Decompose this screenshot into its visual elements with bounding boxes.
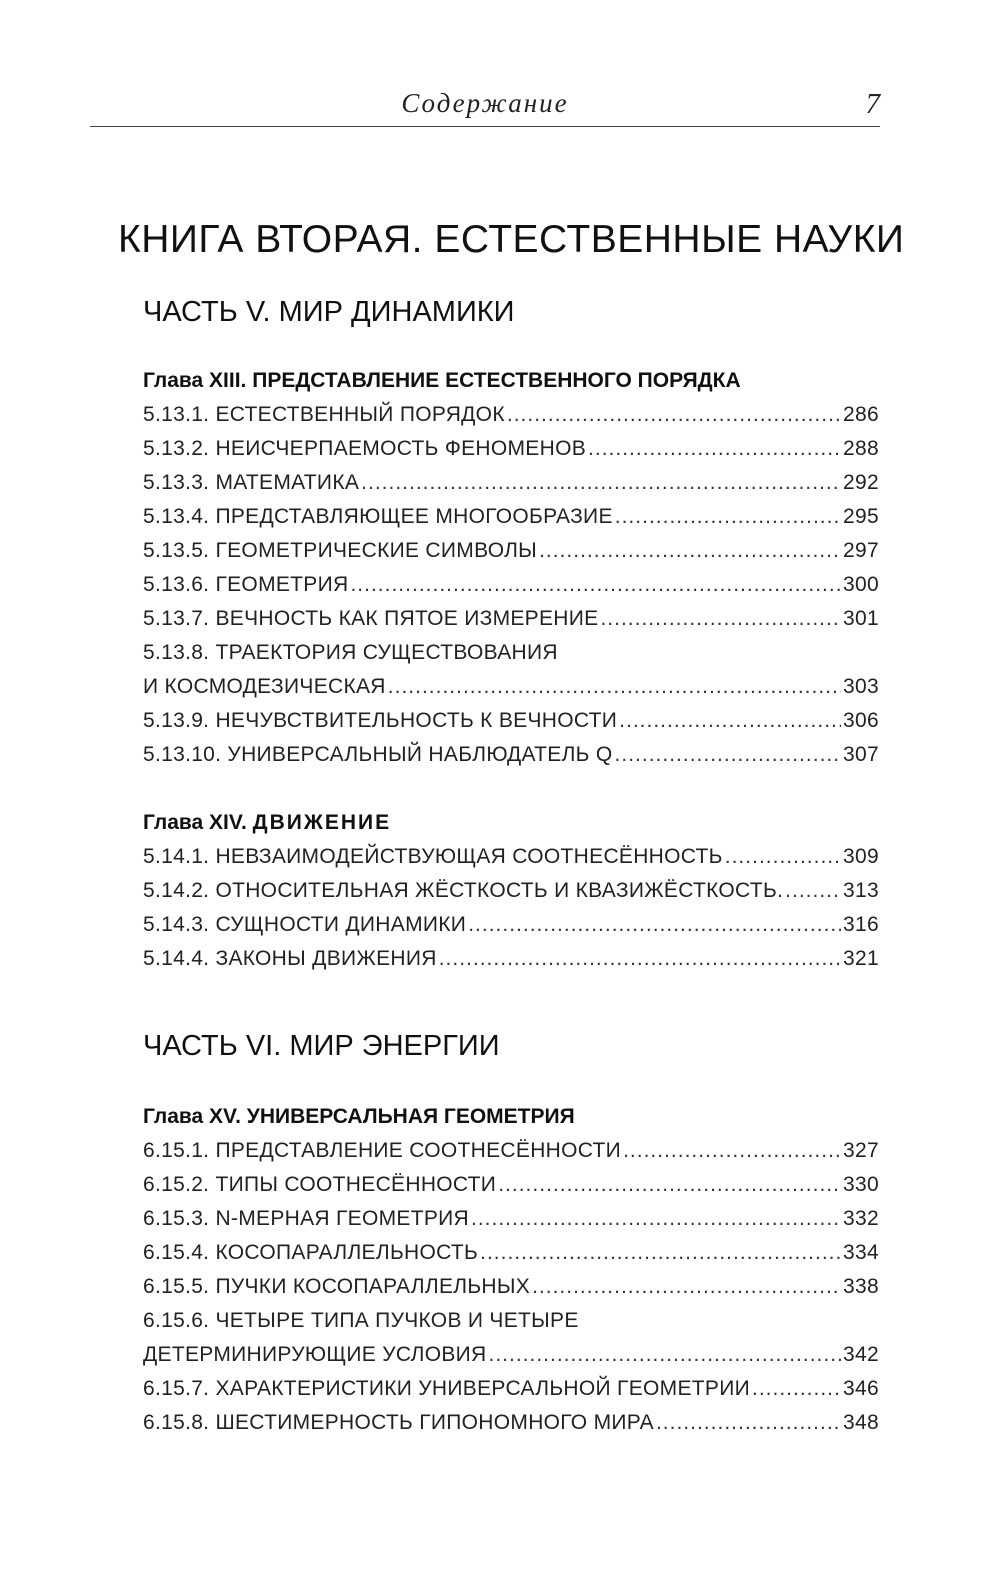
dot-leader [468, 908, 841, 942]
toc-entry-page: 342 [843, 1343, 879, 1366]
dot-leader [785, 874, 841, 908]
toc-entry[interactable] [143, 874, 879, 908]
toc-entry-title: 5.13.8. ТРАЕКТОРИЯ СУЩЕСТВОВАНИЯ [143, 641, 558, 664]
toc-entry-title: 6.15.5. ПУЧКИ КОСОПАРАЛЛЕЛЬНЫХ [143, 1275, 531, 1298]
toc-entry[interactable] [143, 432, 879, 466]
toc-entry-page: 321 [843, 947, 879, 970]
toc-entry[interactable] [143, 500, 879, 534]
dot-leader [498, 1168, 841, 1202]
toc-entry-page: 306 [843, 709, 879, 732]
toc-entry[interactable] [143, 466, 879, 500]
dot-leader [615, 738, 842, 772]
dot-leader [507, 398, 841, 432]
toc-entry[interactable] [143, 636, 879, 704]
chapter-prefix: Глава XIV. [143, 811, 247, 834]
toc-entry-title-cont: И КОСМОДЕЗИЧЕСКАЯ [143, 675, 386, 698]
chapter-heading [143, 806, 879, 840]
toc-entry-title: 5.13.1. ЕСТЕСТВЕННЫЙ ПОРЯДОК [143, 403, 505, 426]
part-title: ЧАСТЬ VI. МИР ЭНЕРГИИ [143, 1030, 500, 1062]
running-head-title: Содержание [401, 88, 569, 118]
toc-entry[interactable] [143, 602, 879, 636]
toc-entry-title: 6.15.1. ПРЕДСТАВЛЕНИЕ СООТНЕСЁННОСТИ [143, 1139, 622, 1162]
toc-entry[interactable] [143, 1372, 879, 1406]
dot-leader [615, 500, 841, 534]
toc-entry[interactable] [143, 1168, 879, 1202]
toc-entry-title: 5.13.7. ВЕЧНОСТЬ КАК ПЯТОЕ ИЗМЕРЕНИЕ [143, 607, 599, 630]
toc-entry[interactable] [143, 398, 879, 432]
book-title: КНИГА ВТОРАЯ. ЕСТЕСТВЕННЫЕ НАУКИ [118, 218, 905, 261]
toc-entry-page: 348 [843, 1411, 879, 1434]
toc-entry-page: 338 [843, 1275, 879, 1298]
toc-entry-page: 307 [843, 743, 879, 766]
toc-entry-page: 313 [843, 879, 879, 902]
dot-leader [752, 1372, 841, 1406]
chapter-name: ДВИЖЕНИЕ [252, 811, 392, 834]
toc-entry-title: 5.14.2. ОТНОСИТЕЛЬНАЯ ЖЁСТКОСТЬ И КВАЗИЖЁСТКОСТЬ. [143, 879, 784, 902]
toc-entry-continuation [143, 1338, 879, 1372]
toc-entry-title: 6.15.4. КОСОПАРАЛЛЕЛЬНОСТЬ [143, 1241, 479, 1264]
chapter-name: УНИВЕРСАЛЬНАЯ ГЕОМЕТРИЯ [246, 1105, 575, 1128]
toc-entry[interactable] [143, 1134, 879, 1168]
dot-leader [361, 466, 841, 500]
toc-entry[interactable] [143, 1270, 879, 1304]
toc-entry-page: 346 [843, 1377, 879, 1400]
dot-leader [471, 1202, 841, 1236]
dot-leader [600, 602, 841, 636]
toc-entry-page: 286 [843, 403, 879, 426]
dot-leader [619, 704, 841, 738]
toc-entry[interactable] [143, 1406, 879, 1440]
dot-leader [656, 1406, 841, 1440]
toc-entry-page: 288 [843, 437, 879, 460]
toc-entry-page: 297 [843, 539, 879, 562]
toc-entry-title: 5.13.3. МАТЕМАТИКА [143, 471, 360, 494]
toc-entry[interactable] [143, 908, 879, 942]
dot-leader [539, 534, 841, 568]
toc-entry[interactable] [143, 942, 879, 976]
toc-entry-title: 5.13.10. УНИВЕРСАЛЬНЫЙ НАБЛЮДАТЕЛЬ Q [143, 743, 613, 766]
chapter-heading [143, 1100, 879, 1134]
toc-entry-title: 5.14.1. НЕВЗАИМОДЕЙСТВУЮЩАЯ СООТНЕСЁННОСТЬ [143, 845, 723, 868]
dot-leader [725, 840, 841, 874]
toc-entry[interactable] [143, 534, 879, 568]
toc-entry-title: 5.13.2. НЕИСЧЕРПАЕМОСТЬ ФЕНОМЕНОВ [143, 437, 587, 460]
toc-entry-page: 330 [843, 1173, 879, 1196]
chapter-block [143, 364, 879, 772]
toc-entry-page: 300 [843, 573, 879, 596]
toc-entry[interactable] [143, 1202, 879, 1236]
toc-entry-page: 303 [843, 675, 879, 698]
toc-entries [143, 1134, 879, 1440]
toc-entry-title: 6.15.6. ЧЕТЫРЕ ТИПА ПУЧКОВ И ЧЕТЫРЕ [143, 1309, 579, 1332]
toc-entry-title: 6.15.8. ШЕСТИМЕРНОСТЬ ГИПОНОМНОГО МИРА [143, 1411, 654, 1434]
toc-entry-title: 5.14.3. СУЩНОСТИ ДИНАМИКИ [143, 913, 467, 936]
toc-entry-page: 309 [843, 845, 879, 868]
chapter-prefix: Глава XV. [143, 1105, 241, 1128]
page-number: 7 [865, 88, 880, 120]
toc-entry[interactable] [143, 704, 879, 738]
toc-entry-page: 316 [843, 913, 879, 936]
chapter-block [143, 806, 879, 976]
toc-entry-title-cont: ДЕТЕРМИНИРУЮЩИЕ УСЛОВИЯ [143, 1343, 487, 1366]
toc-entry[interactable] [143, 1236, 879, 1270]
dot-leader [588, 432, 841, 466]
toc-entry-title: 5.13.6. ГЕОМЕТРИЯ [143, 573, 349, 596]
toc-entry-title: 5.13.9. НЕЧУВСТВИТЕЛЬНОСТЬ К ВЕЧНОСТИ [143, 709, 618, 732]
toc-entry-title: 6.15.3. N-МЕРНАЯ ГЕОМЕТРИЯ [143, 1207, 469, 1230]
toc-entry-page: 301 [843, 607, 879, 630]
toc-entry[interactable] [143, 568, 879, 602]
toc-entry-continuation [143, 670, 879, 704]
chapter-name: ПРЕДСТАВЛЕНИЕ ЕСТЕСТВЕННОГО ПОРЯДКА [252, 369, 741, 392]
dot-leader [532, 1270, 841, 1304]
toc-entry-page: 327 [843, 1139, 879, 1162]
toc-entry-page: 292 [843, 471, 879, 494]
toc-entry-title: 6.15.2. ТИПЫ СООТНЕСЁННОСТИ [143, 1173, 497, 1196]
running-head [90, 88, 880, 127]
toc-entry-title: 5.13.5. ГЕОМЕТРИЧЕСКИЕ СИМВОЛЫ [143, 539, 538, 562]
toc-entry-title: 5.14.4. ЗАКОНЫ ДВИЖЕНИЯ [143, 947, 437, 970]
chapter-heading [143, 364, 879, 398]
dot-leader [623, 1134, 841, 1168]
toc-entry-page: 295 [843, 505, 879, 528]
part-title: ЧАСТЬ V. МИР ДИНАМИКИ [143, 296, 515, 328]
toc-entries [143, 398, 879, 772]
toc-entry[interactable] [143, 840, 879, 874]
toc-entry[interactable] [143, 1304, 879, 1372]
dot-leader [439, 942, 841, 976]
toc-entry-title: 6.15.7. ХАРАКТЕРИСТИКИ УНИВЕРСАЛЬНОЙ ГЕОМЕТРИИ [143, 1377, 750, 1400]
dot-leader [388, 670, 841, 704]
toc-entries [143, 840, 879, 976]
dot-leader [480, 1236, 841, 1270]
toc-entry[interactable] [143, 738, 879, 772]
dot-leader [350, 568, 841, 602]
chapter-block [143, 1100, 879, 1440]
toc-entry-page: 332 [843, 1207, 879, 1230]
toc-entry-page: 334 [843, 1241, 879, 1264]
toc-entry-title: 5.13.4. ПРЕДСТАВЛЯЮЩЕЕ МНОГООБРАЗИЕ [143, 505, 613, 528]
dot-leader [489, 1338, 842, 1372]
chapter-prefix: Глава XIII. [143, 369, 247, 392]
